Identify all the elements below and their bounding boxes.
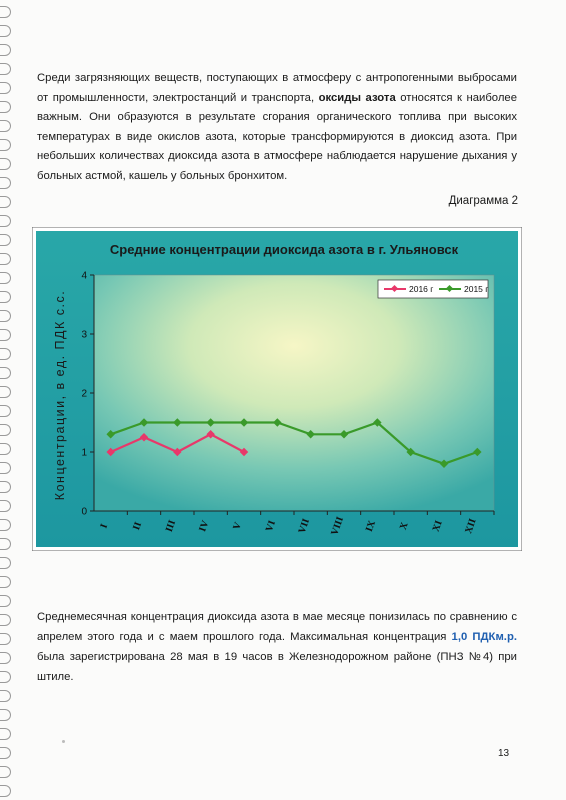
x-tick-label: V <box>231 520 245 532</box>
binding-ring <box>0 177 11 189</box>
x-tick-label: X <box>397 520 411 532</box>
binding-ring <box>0 196 11 208</box>
binding-ring <box>0 310 11 322</box>
x-tick-label: XI <box>430 519 445 534</box>
plot-area <box>94 275 494 511</box>
page-number: 13 <box>498 748 510 759</box>
chart-container <box>32 227 522 556</box>
binding-ring <box>0 671 11 683</box>
max-concentration-value: 1,0 ПДКм.р. <box>451 631 517 644</box>
binding-ring <box>0 101 11 113</box>
binding-ring <box>0 272 11 284</box>
paragraph-intro <box>37 69 517 186</box>
binding-ring <box>0 44 11 56</box>
x-tick-label: VI <box>263 519 279 534</box>
binding-ring <box>0 253 11 265</box>
legend-label: 2016 г <box>409 284 434 294</box>
spiral-binding <box>0 0 14 800</box>
binding-ring <box>0 291 11 303</box>
binding-ring <box>0 500 11 512</box>
binding-ring <box>0 633 11 645</box>
binding-ring <box>0 576 11 588</box>
binding-ring <box>0 690 11 702</box>
line-chart <box>32 227 522 551</box>
binding-ring <box>0 538 11 550</box>
binding-ring <box>0 139 11 151</box>
y-tick-label: 3 <box>81 329 87 341</box>
y-tick-label: 4 <box>81 270 87 282</box>
binding-ring <box>0 462 11 474</box>
binding-ring <box>0 215 11 227</box>
intro-bold-term: оксиды азота <box>318 91 396 104</box>
binding-ring <box>0 614 11 626</box>
binding-ring <box>0 6 11 18</box>
y-axis-label: Концентрации, в ед. ПДК с.с. <box>53 289 67 501</box>
y-tick-label: 0 <box>81 506 87 518</box>
binding-ring <box>0 443 11 455</box>
x-tick-label: III <box>163 518 179 534</box>
y-tick-label: 2 <box>81 388 87 400</box>
binding-ring <box>0 519 11 531</box>
binding-ring <box>0 329 11 341</box>
binding-ring <box>0 709 11 721</box>
binding-ring <box>0 82 11 94</box>
binding-ring <box>0 63 11 75</box>
binding-ring <box>0 766 11 778</box>
x-tick-label: IV <box>197 519 212 534</box>
y-tick-label: 1 <box>81 447 87 459</box>
binding-ring <box>0 120 11 132</box>
x-tick-label: II <box>131 520 145 532</box>
binding-ring <box>0 785 11 797</box>
binding-ring <box>0 652 11 664</box>
x-tick-label: XII <box>463 517 479 536</box>
binding-ring <box>0 424 11 436</box>
binding-ring <box>0 367 11 379</box>
binding-ring <box>0 386 11 398</box>
chart-title: Средние концентрации диоксида азота в г. Ульяновск <box>109 242 459 257</box>
binding-ring <box>0 747 11 759</box>
intro-text-2: относятся к наиболее важным. Они образуются в результате сгорания органического топлива при высоких температурах в виде окислов азота, которые трансформируются в диоксид азота. При небольших количествах диоксида азота в атмосфере наблюдается нарушение дыхания у больных астмой, кашель у больных бронхитом. <box>37 91 517 182</box>
summary-text-2: была зарегистрирована 28 мая в 19 часов в Железнодорожном районе (ПНЗ №4) при штиле. <box>37 651 517 684</box>
summary-text-1: Среднемесячная концентрация диоксида азота в мае месяце понизилась по сравнению с апрелем этого года и с маем прошлого года. Максимальная концентрация <box>37 611 517 644</box>
binding-ring <box>0 234 11 246</box>
diagram-caption: Диаграмма 2 <box>448 195 518 207</box>
x-tick-label: VIII <box>329 515 347 537</box>
x-tick-label: I <box>98 522 111 530</box>
binding-ring <box>0 158 11 170</box>
binding-ring <box>0 405 11 417</box>
binding-ring <box>0 595 11 607</box>
x-tick-label: VII <box>296 517 313 536</box>
binding-ring <box>0 728 11 740</box>
intro-text-1: Среди загрязняющих веществ, поступающих в атмосферу с антропогенными выбросами от промышленности, электростанций и транспорта, <box>37 72 517 104</box>
binding-ring <box>0 25 11 37</box>
binding-ring <box>0 348 11 360</box>
binding-ring <box>0 481 11 493</box>
paragraph-summary <box>37 607 517 687</box>
binding-ring <box>0 557 11 569</box>
page-mark <box>62 740 65 743</box>
legend-label: 2015 г <box>464 284 489 294</box>
x-tick-label: IX <box>363 519 379 534</box>
